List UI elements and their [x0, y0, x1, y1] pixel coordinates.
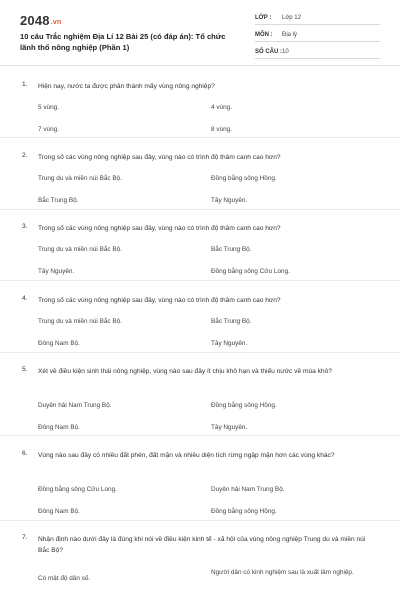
answer-option[interactable]: Tây Nguyên. — [38, 268, 75, 275]
divider — [0, 209, 400, 210]
answer-option[interactable]: Đồng bằng sông Cửu Long. — [38, 486, 117, 493]
answer-option[interactable]: 7 vùng. — [38, 126, 59, 133]
site-logo[interactable] — [20, 13, 61, 28]
meta-value: 10 — [282, 49, 289, 55]
answer-option[interactable]: Tây Nguyên. — [211, 424, 248, 431]
answer-option[interactable]: Đông Nam Bộ. — [38, 424, 80, 431]
meta-value: Địa lý — [282, 32, 298, 38]
answer-option[interactable]: Tây Nguyên. — [211, 340, 248, 347]
divider — [0, 435, 400, 436]
meta-row-class — [255, 12, 380, 25]
answer-option[interactable]: Đồng bằng sông Hồng. — [211, 402, 277, 409]
meta-label: MÔN : — [255, 32, 273, 38]
answer-option[interactable]: Đồng bằng sông Cửu Long. — [211, 268, 290, 275]
question-number: 4. — [22, 295, 28, 302]
answer-option[interactable]: Người dân có kinh nghiệm sau là xuất lâm nghiệp. — [211, 569, 354, 576]
answer-option[interactable]: Bắc Trung Bộ. — [38, 197, 79, 204]
question-number: 5. — [22, 366, 28, 373]
question-number: 3. — [22, 223, 28, 230]
page-title: 10 câu Trắc nghiệm Địa Lí 12 Bài 25 (có đáp án): Tổ chức lãnh thổ nông nghiệp (Phần 1) — [20, 32, 226, 52]
meta-label: SỐ CÂU : — [255, 49, 282, 55]
question-text: Hiện nay, nước ta được phân thành mấy vùng nông nghiệp? — [38, 83, 215, 90]
question-number: 2. — [22, 152, 28, 159]
answer-option[interactable]: Tây Nguyên. — [211, 197, 248, 204]
answer-option[interactable]: Có mật độ dân số. — [38, 575, 91, 582]
answer-option[interactable]: Đồng bằng sông Hồng. — [211, 508, 277, 515]
logo-text: 2048 — [20, 13, 50, 28]
meta-row-subject — [255, 29, 380, 42]
divider — [0, 352, 400, 353]
answer-option[interactable]: Đông Nam Bộ. — [38, 508, 80, 515]
answer-option[interactable]: Bắc Trung Bộ. — [211, 318, 252, 325]
meta-box — [255, 12, 380, 63]
answer-option[interactable]: Đồng bằng sông Hồng. — [211, 175, 277, 182]
question-text: Xét về điều kiện sinh thái nông nghiệp, vùng nào sau đây ít chịu khô hạn và thiếu nước về mùa khô? — [38, 368, 332, 375]
question-number: 6. — [22, 450, 28, 457]
answer-option[interactable]: 8 vùng. — [211, 126, 232, 133]
page-header — [0, 0, 400, 66]
divider — [0, 137, 400, 138]
divider — [0, 280, 400, 281]
meta-row-count — [255, 46, 380, 59]
answer-option[interactable]: Duyên hải Nam Trung Bộ. — [38, 402, 112, 409]
answer-option[interactable]: Trung du và miền núi Bắc Bộ. — [38, 175, 122, 182]
answer-option[interactable]: Trung du và miền núi Bắc Bộ. — [38, 246, 122, 253]
question-number: 7. — [22, 534, 28, 541]
meta-label: LỚP : — [255, 15, 272, 21]
logo-suffix: .vn — [50, 19, 62, 26]
answer-option[interactable]: Đông Nam Bộ. — [38, 340, 80, 347]
question-text: Vùng nào sau đây có nhiều đất phèn, đất mặn và nhiều diện tích rừng ngập mặn hơn các vùng khác? — [38, 452, 335, 459]
question-text: Trong số các vùng nông nghiệp sau đây, vùng nào có trình độ thâm canh cao hơn? — [38, 225, 281, 232]
answer-option[interactable]: 5 vùng. — [38, 104, 59, 111]
question-number: 1. — [22, 81, 28, 88]
question-text: Nhận định nào dưới đây là đúng khi nói về điều kiện kinh tế - xã hội của vùng nông nghiệp Trung du và miền núi Bắc Bộ? — [38, 536, 366, 554]
answer-option[interactable]: Duyên hải Nam Trung Bộ. — [211, 486, 285, 493]
question-text: Trong số các vùng nông nghiệp sau đây, vùng nào có trình độ thâm canh cao hơn? — [38, 154, 281, 161]
answer-option[interactable]: Trung du và miền núi Bắc Bộ. — [38, 318, 122, 325]
meta-value: Lớp 12 — [282, 15, 301, 21]
divider — [0, 520, 400, 521]
answer-option[interactable]: Bắc Trung Bộ. — [211, 246, 252, 253]
answer-option[interactable]: 4 vùng. — [211, 104, 232, 111]
question-text: Trong số các vùng nông nghiệp sau đây, vùng nào có trình độ thâm canh cao hơn? — [38, 297, 281, 304]
